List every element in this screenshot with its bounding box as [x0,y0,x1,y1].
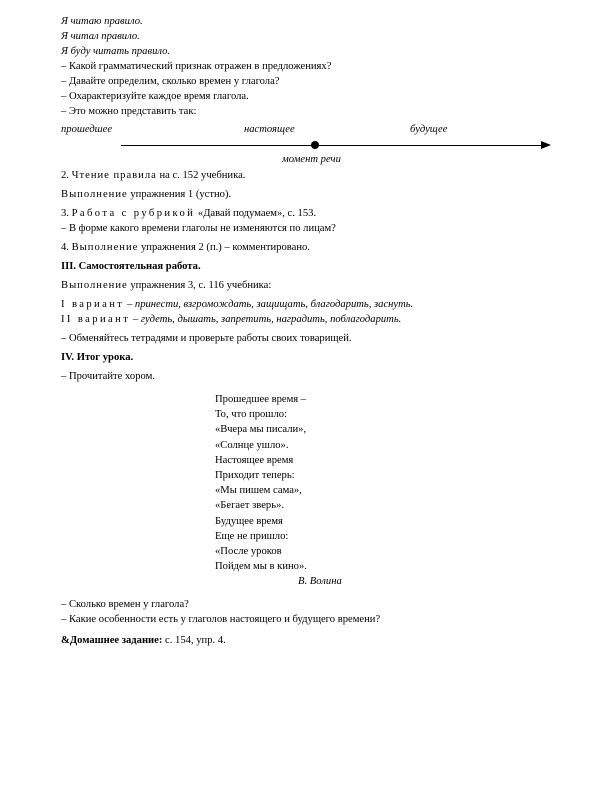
poem-line: Настоящее время [215,454,294,466]
poem-line: То, что прошло: [215,409,287,421]
poem-line: «Солнце ушло». [215,439,289,451]
poem-line: «Вчера мы писали», [215,424,307,436]
final-questions [61,597,551,627]
intro-line: Я читал правило. [61,31,140,42]
variant-label: II вариант [61,314,131,325]
variant-dash: – [124,299,135,310]
section-number: 2. [61,170,69,181]
poem-line: Приходит теперь: [215,470,295,482]
timeline-past-label: прошедшее [61,124,113,135]
section-3-heading [61,206,551,221]
section-number: 4. [61,242,69,253]
variant-dash: – [130,314,141,325]
exercise-1-line [61,187,551,202]
section-detail: упражнения 2 (п.) – комментировано. [138,242,310,253]
section-number: 3. [61,208,69,219]
swap-notebooks-line: – Обменяйтесь тетрадями и проверьте работы своих товарищей. [61,333,352,344]
read-choir-line: – Прочитайте хором. [61,371,155,382]
exercise-detail: упражнения 1 (устно). [127,189,232,200]
section-title: Выполнение [71,242,139,253]
poem-line: Еще не пришло: [215,530,289,542]
part-4-title: IV. Итог урока. [61,352,134,363]
section-title: Работа с рубрикой [71,208,196,219]
section-3-question: – В форме какого времени глаголы не изменяются по лицам? [61,223,336,234]
poem-author: В. Волина [298,576,342,588]
question-line: – Охарактеризуйте каждое время глагола. [61,91,249,102]
final-question-line: – Какие особенности есть у глаголов настоящего и будущего времени? [61,614,381,626]
exercise-label: Выполнение [61,280,128,291]
intro-line: Я читаю правило. [61,16,143,27]
intro-sentences [61,14,551,59]
questions-block [61,59,551,119]
poem-line: Будущее время [215,515,283,527]
timeline-arrow-icon [541,141,551,149]
question-line: – Какой грамматический признак отражен в предложениях? [61,61,332,72]
poem-line: «Мы пишем сама», [215,485,302,497]
section-2-heading [61,168,551,183]
homework-line [61,633,551,648]
final-question-line: – Сколько времен у глагола? [61,599,189,611]
section-4-heading [61,240,551,255]
timeline-now-dot [311,141,319,149]
section-detail: «Давай подумаем», с. 153. [195,208,317,219]
exercise-label: Выполнение [61,189,128,200]
poem-line: «После уроков [215,546,282,558]
variant-words: принести, взгромождать, защищать, благодарить, заснуть. [134,299,414,310]
poem-line: Прошедшее время – [215,394,307,405]
timeline-axis [121,145,547,146]
poem [215,392,551,574]
timeline-moment-label: момент речи [282,154,341,165]
part-3-title: III. Самостоятельная работа. [61,261,201,272]
intro-line: Я буду читать правило. [61,46,171,57]
exercise-detail: упражнения 3, с. 116 учебника: [127,280,272,291]
exercise-3-line [61,278,551,293]
document-page [61,14,551,648]
variant-2-line [61,312,551,327]
question-line: – Это можно представить так: [61,106,197,117]
variant-words: гудеть, дышать, запретить, наградить, поблагодарить. [140,314,402,325]
variant-1-line [61,297,551,312]
homework-label: &Домашнее задание: [61,635,163,647]
section-title: Чтение правила [71,170,157,181]
poem-line: «Бегает зверь». [215,500,285,512]
poem-line: Пойдем мы в кино». [215,561,307,573]
tense-timeline [61,124,551,164]
section-detail: на с. 152 учебника. [156,170,246,181]
timeline-future-label: будущее [410,124,448,135]
question-line: – Давайте определим, сколько времен у глагола? [61,76,280,87]
homework-detail: с. 154, упр. 4. [162,635,226,647]
timeline-present-label: настоящее [244,124,295,135]
variant-label: I вариант [61,299,125,310]
